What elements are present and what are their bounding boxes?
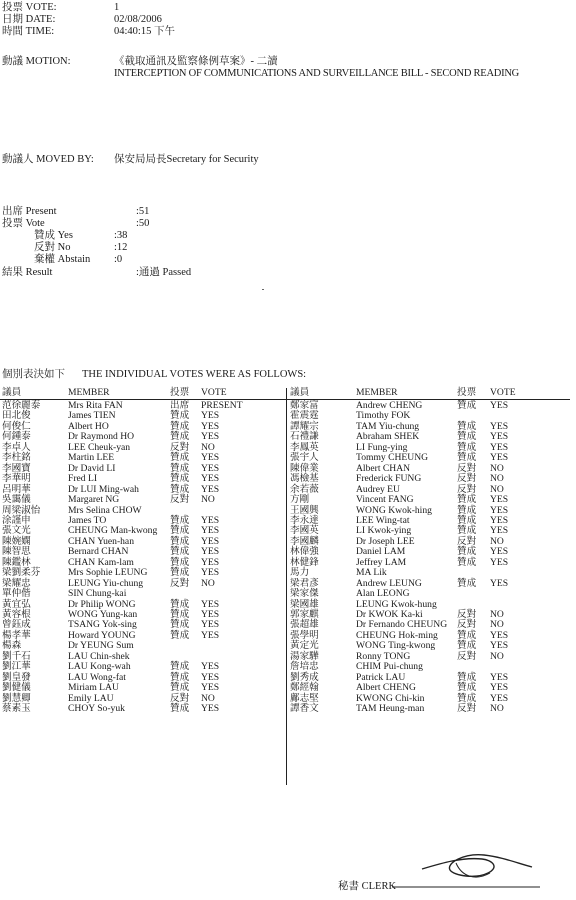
table-header-row: [0, 388, 576, 398]
member-name-zh: 何俊仁: [2, 420, 31, 432]
result-value: :通過 Passed: [136, 267, 192, 278]
member-name-zh: 劉慧卿: [2, 692, 31, 704]
member-name-en: Frederick FUNG: [356, 473, 422, 485]
member-name-en: Vincent FANG: [356, 494, 414, 506]
table-row: [0, 589, 576, 599]
member-name-en: Abraham SHEK: [356, 431, 420, 443]
vote-en: YES: [490, 504, 509, 516]
member-name-en: KWONG Chi-kin: [356, 692, 425, 704]
vote-zh: 贊成: [457, 420, 477, 432]
vote-zh: 贊成: [170, 431, 190, 443]
member-name-zh: 詹培忠: [290, 661, 319, 673]
member-name-en: Tommy CHEUNG: [356, 452, 429, 464]
table-row: [0, 652, 576, 662]
member-name-zh: 蔡素玉: [2, 703, 31, 715]
member-name-zh: 李國寶: [2, 462, 31, 474]
vote-zh: 贊成: [457, 514, 477, 526]
member-name-en: LAU Chin-shek: [68, 650, 130, 662]
header-member-zh-right: 議員: [290, 387, 310, 398]
vote-zh: 贊成: [170, 619, 190, 631]
vote-en: YES: [201, 420, 220, 432]
vote-en: NO: [490, 609, 504, 620]
vote-en: YES: [201, 535, 220, 547]
vote-en: YES: [201, 546, 220, 558]
member-name-en: Mrs Sophie LEUNG: [68, 567, 148, 579]
vote-zh: 反對: [457, 609, 477, 620]
member-name-zh: 郭家麒: [290, 609, 319, 620]
vote-en: YES: [490, 514, 509, 526]
time-label: 時間 TIME:: [2, 26, 55, 37]
member-name-zh: 馮檢基: [290, 473, 319, 485]
vote-zh: 贊成: [457, 494, 477, 506]
member-name-en: Jeffrey LAM: [356, 556, 407, 568]
member-name-zh: 李國麟: [290, 535, 319, 547]
vote-en: NO: [201, 692, 215, 704]
member-name-en: TAM Yiu-chung: [356, 420, 420, 432]
member-name-en: Mrs Rita FAN: [68, 400, 123, 411]
member-name-en: LI Fung-ying: [356, 441, 408, 453]
member-name-en: CHEUNG Man-kwong: [68, 525, 158, 537]
member-name-zh: 梁家傑: [290, 588, 319, 600]
member-name-zh: 周梁淑怡: [2, 504, 41, 516]
vote-zh: 贊成: [457, 692, 477, 704]
vote-zh: 贊成: [457, 556, 477, 568]
header-member-en-left: MEMBER: [68, 387, 110, 398]
vote-zh: 反對: [170, 441, 190, 453]
member-name-en: Dr KWOK Ka-ki: [356, 609, 423, 620]
member-name-en: TAM Heung-man: [356, 703, 425, 715]
vote-en: YES: [490, 671, 509, 683]
vote-zh: 贊成: [457, 504, 477, 516]
vote-zh: 反對: [170, 577, 190, 589]
vote-zh: 贊成: [457, 441, 477, 453]
vote-zh: 贊成: [457, 525, 477, 537]
member-name-en: WONG Ting-kwong: [356, 640, 436, 652]
member-name-en: LAU Wong-fat: [68, 671, 126, 683]
vote-en: YES: [201, 703, 220, 715]
member-name-en: Dr David LI: [68, 462, 116, 474]
vote-en: YES: [490, 692, 509, 704]
member-name-en: LEE Cheuk-yan: [68, 441, 131, 453]
member-name-en: Margaret NG: [68, 494, 120, 506]
vote-zh: 贊成: [457, 546, 477, 558]
member-name-en: LEUNG Yiu-chung: [68, 577, 144, 589]
member-name-en: TSANG Yok-sing: [68, 619, 137, 631]
member-name-en: Andrew CHENG: [356, 400, 423, 411]
vote-zh: 反對: [457, 619, 477, 631]
member-name-zh: 石禮謙: [290, 431, 319, 443]
vote-zh: 贊成: [170, 682, 190, 694]
member-name-zh: 田北俊: [2, 410, 31, 422]
vote-zh: 贊成: [170, 546, 190, 558]
yes-value: :38: [114, 230, 128, 241]
member-name-zh: 單仲偕: [2, 588, 31, 600]
member-name-en: Timothy FOK: [356, 410, 411, 422]
vote-en: NO: [490, 535, 504, 547]
member-name-zh: 吳靄儀: [2, 494, 31, 506]
member-name-en: Dr YEUNG Sum: [68, 640, 134, 652]
clerk-label: 秘書 CLERK: [338, 881, 397, 892]
member-name-en: Dr Joseph LEE: [356, 535, 415, 547]
member-name-zh: 張文光: [2, 525, 31, 537]
vote-zh: 出席: [170, 400, 190, 411]
vote-zh: 贊成: [170, 462, 190, 474]
vote-en: YES: [490, 629, 509, 641]
member-name-zh: 何鍾泰: [2, 431, 31, 443]
member-name-zh: 黃定光: [290, 640, 319, 652]
vote-en: YES: [201, 567, 220, 579]
member-name-zh: 黃宜弘: [2, 598, 31, 610]
member-name-zh: 曾鈺成: [2, 619, 31, 631]
vote-en: YES: [201, 661, 220, 673]
table-row: [0, 579, 576, 589]
member-name-zh: 李鳳英: [290, 441, 319, 453]
yes-label: 贊成 Yes: [34, 230, 73, 241]
member-name-en: WONG Yung-kan: [68, 609, 138, 620]
member-name-zh: 張宇人: [290, 452, 319, 464]
vote-zh: 贊成: [457, 431, 477, 443]
member-name-en: Albert CHENG: [356, 682, 416, 694]
individual-heading-zh: 個別表決如下: [2, 369, 65, 380]
member-name-zh: 梁君彥: [290, 577, 319, 589]
table-row: [0, 558, 576, 568]
vote-zh: 贊成: [170, 483, 190, 495]
abstain-label: 棄權 Abstain: [34, 254, 91, 265]
vote-en: NO: [490, 650, 504, 662]
vote-en: YES: [201, 619, 220, 631]
member-name-zh: 李卓人: [2, 441, 31, 453]
member-name-en: LEUNG Kwok-hung: [356, 598, 437, 610]
member-name-zh: 梁耀忠: [2, 577, 31, 589]
motion-title-zh: 《截取通訊及監察條例草案》- 二讀: [114, 56, 278, 67]
vote-zh: 反對: [457, 462, 477, 474]
vote-zh: 贊成: [170, 420, 190, 432]
vote-zh: 贊成: [170, 410, 190, 422]
member-name-zh: 梁劉柔芬: [2, 567, 41, 579]
no-label: 反對 No: [34, 242, 71, 253]
vote-zh: 贊成: [170, 473, 190, 485]
result-label: 結果 Result: [2, 267, 53, 278]
vote-count-value: :50: [136, 218, 150, 229]
vote-en: YES: [490, 556, 509, 568]
vote-count-label: 投票 Vote: [2, 218, 45, 229]
member-name-zh: 湯家驊: [290, 650, 319, 662]
vote-en: YES: [201, 598, 220, 610]
member-name-en: LI Kwok-ying: [356, 525, 412, 537]
scan-speck: [262, 289, 264, 290]
vote-en: YES: [490, 441, 509, 453]
member-name-en: Fred LI: [68, 473, 98, 485]
member-name-zh: 劉健儀: [2, 682, 31, 694]
member-name-en: Patrick LAU: [356, 671, 406, 683]
member-name-en: James TO: [68, 514, 107, 526]
vote-en: YES: [201, 483, 220, 495]
member-name-zh: 陳鑑林: [2, 556, 31, 568]
member-name-en: Dr Fernando CHEUNG: [356, 619, 448, 631]
header-member-en-right: MEMBER: [356, 387, 398, 398]
vote-zh: 贊成: [170, 661, 190, 673]
vote-en: YES: [201, 629, 220, 641]
no-value: :12: [114, 242, 128, 253]
vote-en: YES: [201, 671, 220, 683]
vote-zh: 贊成: [457, 452, 477, 464]
vote-en: YES: [201, 556, 220, 568]
member-name-zh: 李國英: [290, 525, 319, 537]
vote-zh: 贊成: [170, 703, 190, 715]
motion-label: 動議 MOTION:: [2, 56, 71, 67]
member-name-en: Albert CHAN: [356, 462, 411, 474]
vote-zh: 贊成: [170, 525, 190, 537]
vote-zh: 贊成: [170, 452, 190, 464]
member-name-zh: 劉千石: [2, 650, 31, 662]
moved-by-label: 動議人 MOVED BY:: [2, 154, 94, 165]
date-value: 02/08/2006: [114, 14, 162, 25]
vote-zh: 反對: [170, 692, 190, 704]
member-name-en: Andrew LEUNG: [356, 577, 422, 589]
vote-zh: 贊成: [457, 671, 477, 683]
member-name-zh: 呂明華: [2, 483, 31, 495]
vote-en: YES: [490, 452, 509, 464]
vote-en: YES: [201, 452, 220, 464]
vote-number-value: 1: [114, 2, 120, 13]
member-name-en: CHAN Kam-lam: [68, 556, 134, 568]
member-name-en: Daniel LAM: [356, 546, 406, 558]
member-name-zh: 李永達: [290, 514, 319, 526]
member-name-en: Alan LEONG: [356, 588, 410, 600]
member-name-en: WONG Kwok-hing: [356, 504, 432, 516]
member-name-zh: 梁國雄: [290, 598, 319, 610]
vote-zh: 贊成: [457, 629, 477, 641]
vote-zh: 贊成: [170, 629, 190, 641]
vote-en: YES: [201, 431, 220, 443]
member-name-zh: 鄭家富: [290, 400, 319, 411]
vote-en: YES: [490, 494, 509, 506]
member-name-zh: 黃容根: [2, 609, 31, 620]
member-name-zh: 李華明: [2, 473, 31, 485]
member-name-en: MA Lik: [356, 567, 387, 579]
member-name-en: SIN Chung-kai: [68, 588, 127, 600]
member-name-en: CHOY So-yuk: [68, 703, 125, 715]
motion-title-en: INTERCEPTION OF COMMUNICATIONS AND SURVEILLANCE BILL - SECOND READING: [114, 68, 520, 79]
vote-zh: 贊成: [170, 567, 190, 579]
vote-en: YES: [201, 473, 220, 485]
vote-en: PRESENT: [201, 400, 243, 411]
member-name-zh: 馬力: [290, 567, 310, 579]
vote-zh: 贊成: [170, 535, 190, 547]
member-name-zh: 林健鋒: [290, 556, 319, 568]
vote-zh: 贊成: [457, 640, 477, 652]
vote-en: NO: [490, 619, 504, 631]
vote-en: NO: [490, 462, 504, 474]
member-name-en: Mrs Selina CHOW: [68, 504, 142, 516]
member-name-en: Albert HO: [68, 420, 109, 432]
member-name-zh: 陳婉嫻: [2, 535, 31, 547]
member-name-en: Martin LEE: [68, 452, 115, 464]
time-value: 04:40:15 下午: [114, 26, 175, 37]
vote-zh: 贊成: [170, 598, 190, 610]
vote-en: NO: [201, 577, 215, 589]
member-name-zh: 張學明: [290, 629, 319, 641]
date-label: 日期 DATE:: [2, 14, 56, 25]
vote-en: NO: [490, 483, 504, 495]
member-name-zh: 鄭經翰: [290, 682, 319, 694]
member-name-en: CHAN Yuen-han: [68, 535, 134, 547]
vote-zh: 贊成: [170, 671, 190, 683]
member-name-zh: 陳偉業: [290, 462, 319, 474]
member-name-en: Miriam LAU: [68, 682, 119, 694]
table-row: [0, 495, 576, 505]
member-name-zh: 范徐麗泰: [2, 400, 41, 411]
vote-en: YES: [201, 462, 220, 474]
member-name-zh: 方剛: [290, 494, 310, 506]
vote-zh: 反對: [457, 650, 477, 662]
vote-zh: 贊成: [457, 400, 477, 411]
member-name-zh: 林偉強: [290, 546, 319, 558]
member-name-zh: 劉皇發: [2, 671, 31, 683]
member-name-zh: 涂謹申: [2, 514, 31, 526]
vote-en: YES: [201, 525, 220, 537]
table-row: [0, 401, 576, 411]
member-name-zh: 張超雄: [290, 619, 319, 631]
present-value: :51: [136, 206, 150, 217]
vote-en: NO: [490, 473, 504, 485]
vote-en: YES: [490, 577, 509, 589]
vote-number-label: 投票 VOTE:: [2, 2, 57, 13]
member-name-zh: 陳智思: [2, 546, 31, 558]
header-vote-zh-right: 投票: [457, 387, 477, 398]
table-row: [0, 474, 576, 484]
member-name-en: Dr Raymond HO: [68, 431, 135, 443]
member-name-zh: 余若薇: [290, 483, 319, 495]
header-vote-zh-left: 投票: [170, 387, 190, 398]
member-name-en: CHEUNG Hok-ming: [356, 629, 438, 641]
moved-by-value: 保安局局長Secretary for Security: [114, 154, 259, 165]
member-name-zh: 楊孝華: [2, 629, 31, 641]
vote-zh: 反對: [170, 494, 190, 506]
vote-en: YES: [490, 682, 509, 694]
vote-zh: 反對: [457, 483, 477, 495]
table-row: [0, 683, 576, 693]
vote-zh: 反對: [457, 535, 477, 547]
vote-en: YES: [490, 525, 509, 537]
member-name-en: Dr Philip WONG: [68, 598, 136, 610]
vote-en: YES: [490, 431, 509, 443]
member-name-zh: 李柱銘: [2, 452, 31, 464]
member-name-en: Audrey EU: [356, 483, 400, 495]
vote-zh: 贊成: [170, 514, 190, 526]
vote-en: YES: [201, 514, 220, 526]
member-name-en: James TIEN: [68, 410, 116, 422]
member-name-zh: 譚香文: [290, 703, 319, 715]
vote-zh: 反對: [457, 703, 477, 715]
member-name-en: Ronny TONG: [356, 650, 411, 662]
member-name-zh: 劉秀成: [290, 671, 319, 683]
vote-en: NO: [490, 703, 504, 715]
vote-en: YES: [201, 609, 220, 620]
member-name-en: Bernard CHAN: [68, 546, 129, 558]
vote-en: YES: [201, 682, 220, 694]
vote-zh: 反對: [457, 473, 477, 485]
member-name-zh: 王國興: [290, 504, 319, 516]
vote-zh: 贊成: [170, 556, 190, 568]
member-name-en: Howard YOUNG: [68, 629, 136, 641]
header-vote-en-right: VOTE: [490, 387, 516, 398]
vote-en: YES: [201, 410, 220, 422]
member-name-zh: 鄺志堅: [290, 692, 319, 704]
member-name-en: Emily LAU: [68, 692, 114, 704]
vote-en: NO: [201, 441, 215, 453]
vote-en: YES: [490, 420, 509, 432]
present-label: 出席 Present: [2, 206, 57, 217]
member-name-en: LAU Kong-wah: [68, 661, 131, 673]
vote-zh: 贊成: [457, 577, 477, 589]
header-member-zh-left: 議員: [2, 387, 22, 398]
vote-zh: 贊成: [457, 682, 477, 694]
member-name-en: Dr LUI Ming-wah: [68, 483, 139, 495]
member-name-en: LEE Wing-tat: [356, 514, 410, 526]
vote-zh: 贊成: [170, 609, 190, 620]
vote-en: NO: [201, 494, 215, 506]
individual-heading-en: THE INDIVIDUAL VOTES WERE AS FOLLOWS:: [82, 369, 307, 380]
header-vote-en-left: VOTE: [201, 387, 227, 398]
vote-en: YES: [490, 400, 509, 411]
member-name-en: CHIM Pui-chung: [356, 661, 423, 673]
member-name-zh: 劉江華: [2, 661, 31, 673]
member-name-zh: 霍震霆: [290, 410, 319, 422]
member-name-zh: 楊森: [2, 640, 22, 652]
vote-en: YES: [490, 640, 509, 652]
abstain-value: :0: [114, 254, 123, 265]
vote-en: YES: [490, 546, 509, 558]
table-row: [0, 704, 576, 714]
clerk-signature: [392, 843, 542, 889]
member-name-zh: 譚耀宗: [290, 420, 319, 432]
